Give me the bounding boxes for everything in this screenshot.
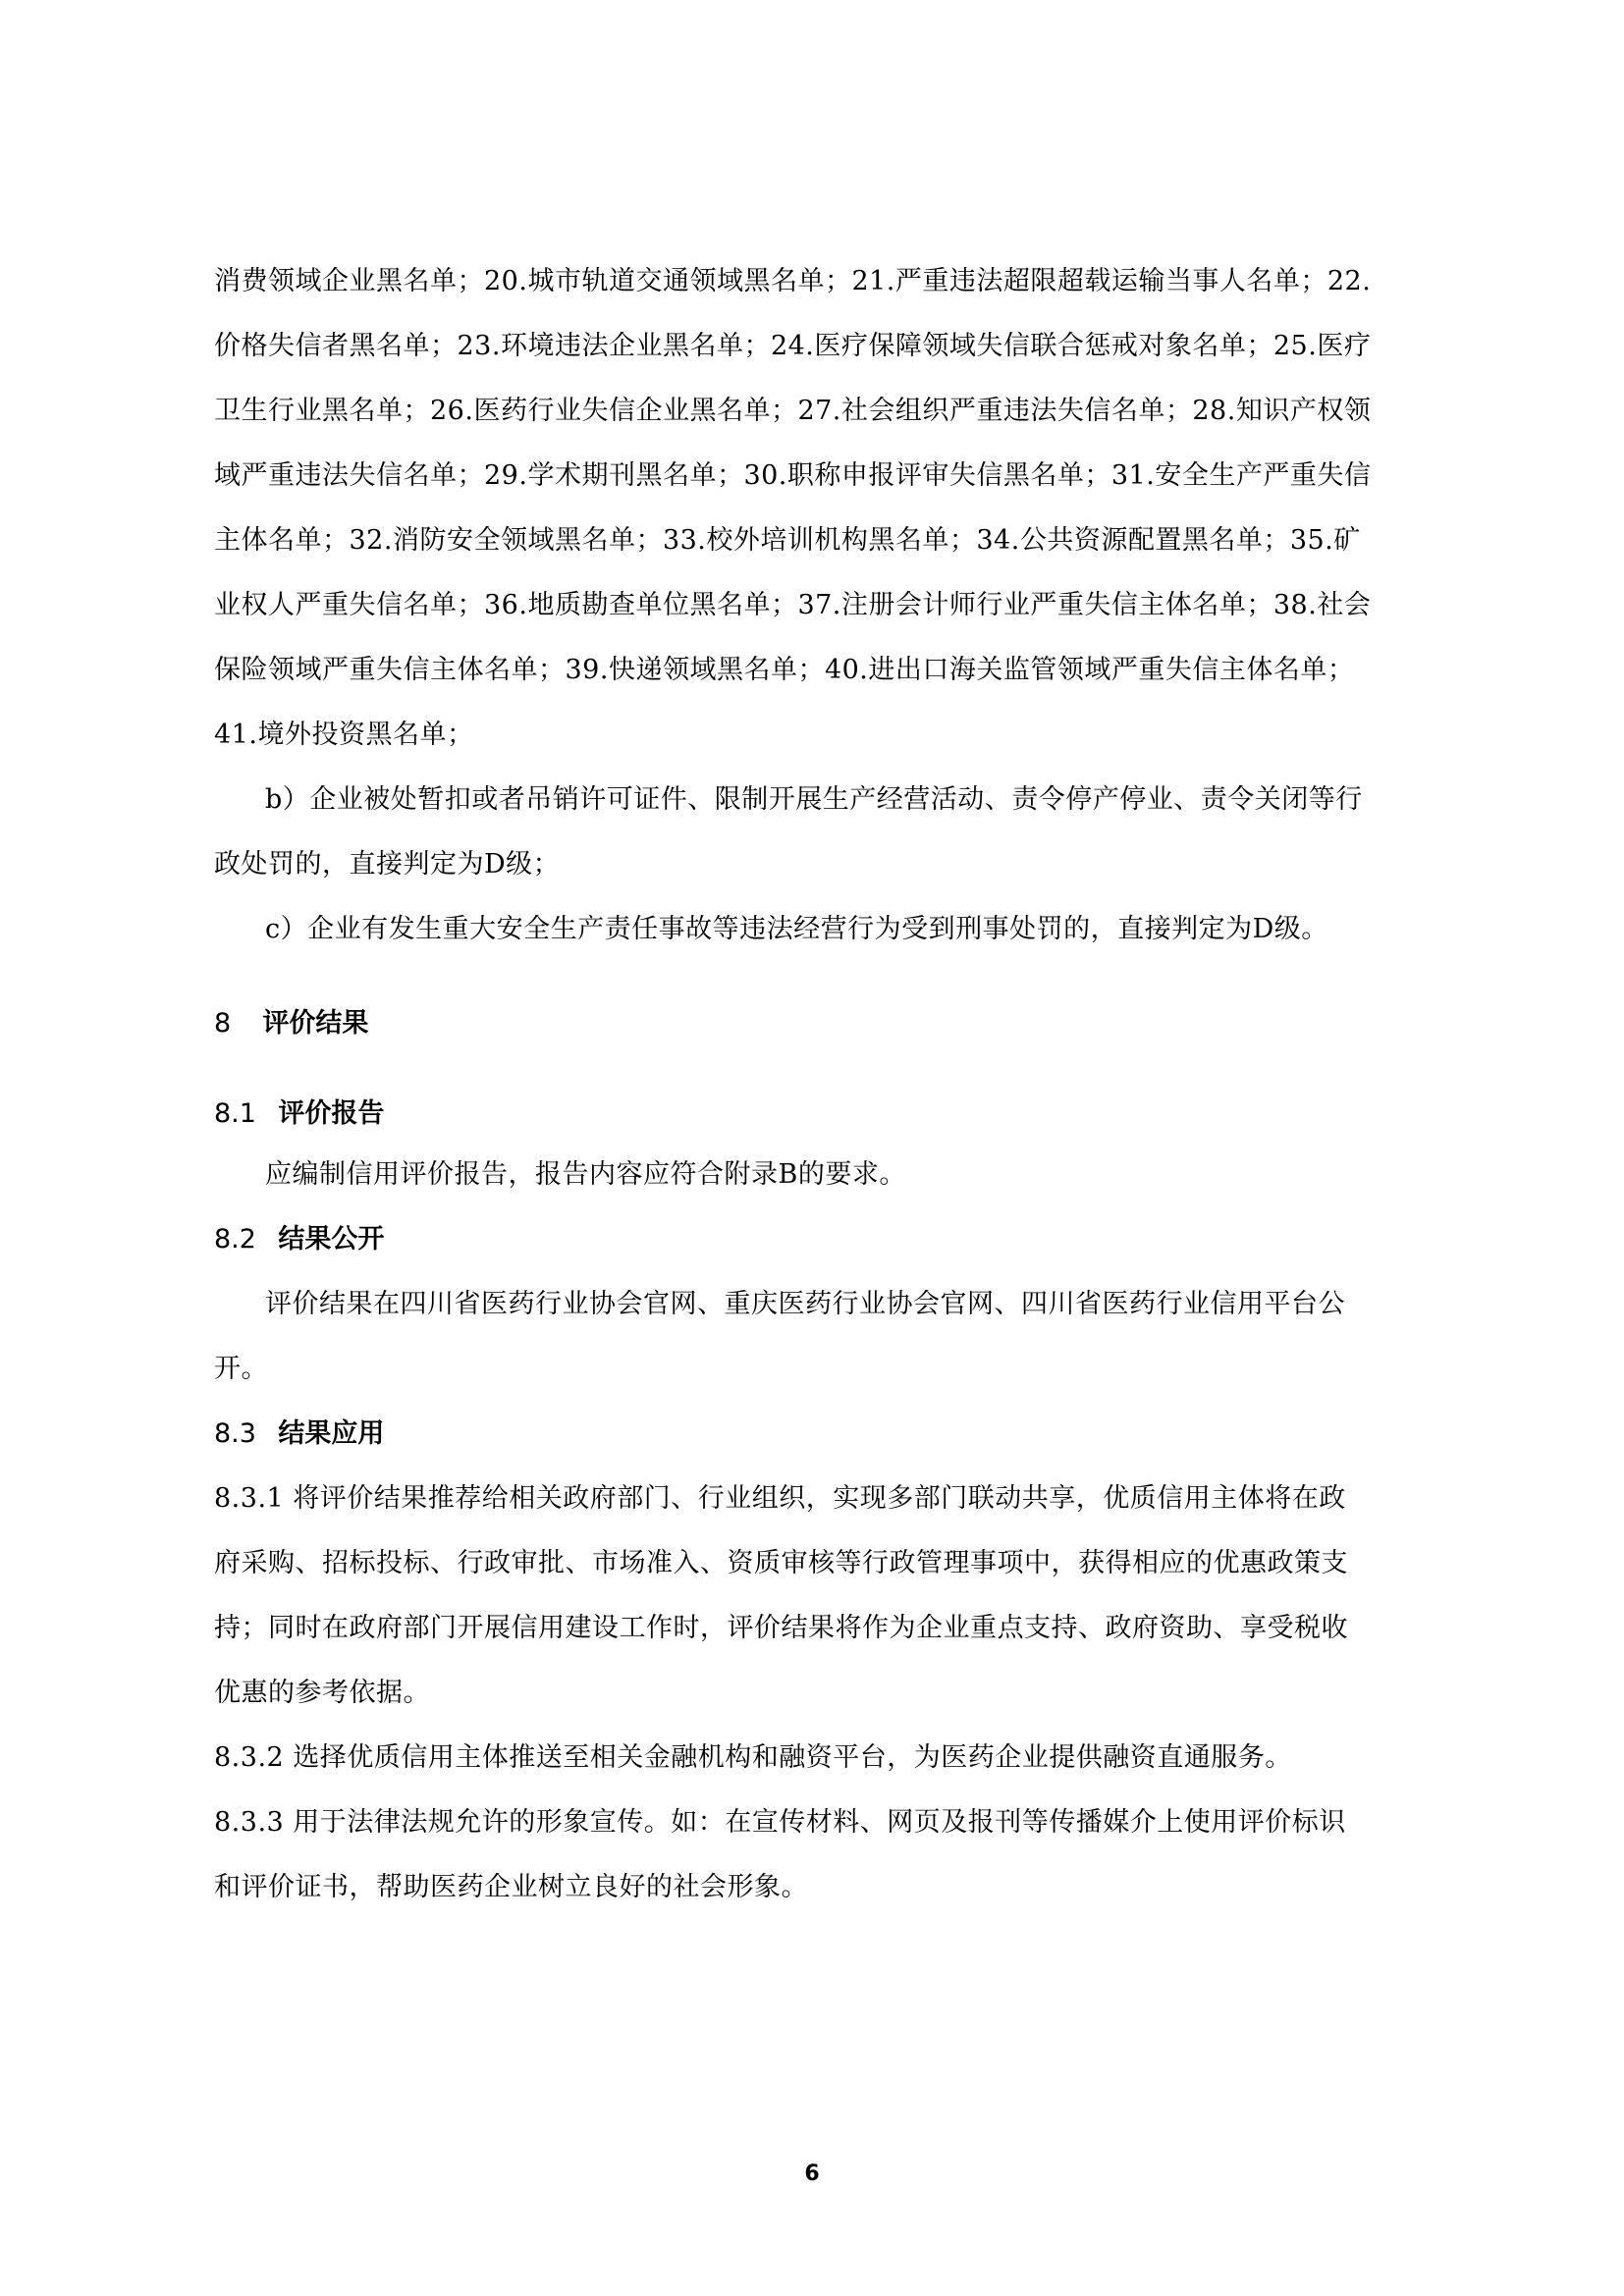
- section-number: 8.2: [214, 1224, 256, 1255]
- section-8-1-body: 应编制信用评价报告，报告内容应符合附录B的要求。: [265, 1159, 906, 1190]
- text-line: 域严重违法失信名单；29.学术期刊黑名单；30.职称申报评审失信黑名单；31.安全生产严重失信: [214, 460, 1372, 491]
- text-line: 41.境外投资黑名单；: [214, 720, 474, 750]
- section-title: 评价报告: [278, 1098, 385, 1129]
- text-line: 消费领域企业黑名单；20.城市轨道交通领域黑名单；21.严重违法超限超载运输当事人名单；22.: [214, 266, 1372, 296]
- item-b-line-1: b）企业被处暂扣或者吊销许可证件、限制开展生产经营活动、责令停产停业、责令关闭等行: [265, 784, 1363, 815]
- section-number: 8.1: [214, 1098, 256, 1129]
- text-line: 卫生行业黑名单；26.医药行业失信企业黑名单；27.社会组织严重违法失信名单；28.知识产权领: [214, 396, 1372, 426]
- section-number: 8: [214, 1008, 232, 1039]
- clause-8-3-1-line-1: 8.3.1 将评价结果推荐给相关政府部门、行业组织，实现多部门联动共享，优质信用主体将在政: [214, 1483, 1346, 1514]
- section-title: 结果公开: [278, 1224, 385, 1255]
- text-line: 主体名单；32.消防安全领域黑名单；33.校外培训机构黑名单；34.公共资源配置黑名单；35.矿: [214, 525, 1361, 556]
- clause-8-3-1-line-3: 持；同时在政府部门开展信用建设工作时，评价结果将作为企业重点支持、政府资助、享受税收: [214, 1613, 1348, 1643]
- text-line: 价格失信者黑名单；23.环境违法企业黑名单；24.医疗保障领域失信联合惩戒对象名单；25.医疗: [214, 331, 1372, 361]
- clause-8-3-1-line-4: 优惠的参考依据。: [214, 1678, 430, 1708]
- clause-8-3-1-line-2: 府采购、招标投标、行政审批、市场准入、资质审核等行政管理事项中，获得相应的优惠政策支: [214, 1548, 1348, 1578]
- clause-8-3-2-line-1: 8.3.2 选择优质信用主体推送至相关金融机构和融资平台，为医药企业提供融资直通服务。: [214, 1742, 1292, 1773]
- section-title: 评价结果: [262, 1008, 369, 1039]
- section-number: 8.3: [214, 1418, 256, 1449]
- section-8-2-body-line-2: 开。: [214, 1354, 268, 1384]
- text-line: 业权人严重失信名单；36.地质勘查单位黑名单；37.注册会计师行业严重失信主体名单；38.社会: [214, 590, 1372, 620]
- item-b-line-2: 政处罚的，直接判定为D级；: [214, 849, 561, 880]
- clause-8-3-3-line-2: 和评价证书，帮助医药企业树立良好的社会形象。: [214, 1872, 808, 1902]
- section-8-2-body-line-1: 评价结果在四川省医药行业协会官网、重庆医药行业协会官网、四川省医药行业信用平台公: [265, 1289, 1345, 1319]
- section-8-3-heading: [214, 1412, 384, 1450]
- text-line: 保险领域严重失信主体名单；39.快递领域黑名单；40.进出口海关监管领域严重失信主体名单；: [214, 655, 1355, 685]
- page-number: 6: [804, 2162, 820, 2186]
- item-c-line-1: c）企业有发生重大安全生产责任事故等违法经营行为受到刑事处罚的，直接判定为D级。: [265, 914, 1328, 944]
- clause-8-3-3-line-1: 8.3.3 用于法律法规允许的形象宣传。如：在宣传材料、网页及报刊等传播媒介上使用评价标识: [214, 1807, 1346, 1838]
- section-8-1-heading: [214, 1092, 384, 1130]
- section-title: 结果应用: [278, 1418, 385, 1449]
- section-8-heading: [214, 1001, 368, 1040]
- section-8-2-heading: [214, 1217, 384, 1255]
